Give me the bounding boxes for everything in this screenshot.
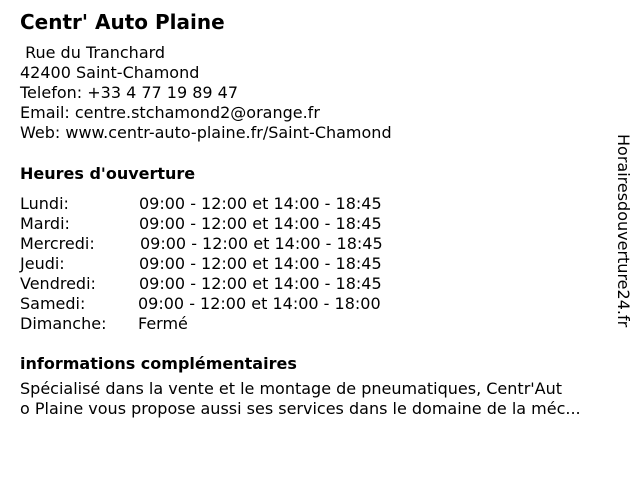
day-label: Dimanche: bbox=[20, 314, 107, 333]
day-label: Lundi: bbox=[20, 194, 69, 213]
web-line: Web: www.centr-auto-plaine.fr/Saint-Chamond bbox=[20, 123, 392, 142]
day-label: Vendredi: bbox=[20, 274, 96, 293]
info-text bbox=[20, 379, 632, 419]
time-value: 09:00 - 12:00 et 14:00 - 18:45 bbox=[140, 234, 383, 253]
address-block bbox=[20, 43, 392, 143]
site-watermark: Horairesdouverture24.fr bbox=[614, 134, 633, 328]
hours-heading: Heures d'ouverture bbox=[20, 164, 196, 183]
time-value: 09:00 - 12:00 et 14:00 - 18:00 bbox=[138, 294, 381, 313]
time-value: 09:00 - 12:00 et 14:00 - 18:45 bbox=[139, 274, 382, 293]
day-label: Mercredi: bbox=[20, 234, 95, 253]
info-line-1: Spécialisé dans la vente et le montage de pneumatiques, Centr'Aut bbox=[20, 379, 563, 398]
time-value: Fermé bbox=[138, 314, 188, 333]
phone-line: Telefon: +33 4 77 19 89 47 bbox=[20, 83, 239, 102]
time-value: 09:00 - 12:00 et 14:00 - 18:45 bbox=[139, 254, 382, 273]
day-label: Jeudi: bbox=[20, 254, 65, 273]
business-name: Centr' Auto Plaine bbox=[20, 10, 225, 34]
day-label: Mardi: bbox=[20, 214, 70, 233]
email-line: Email: centre.stchamond2@orange.fr bbox=[20, 103, 320, 122]
day-label: Samedi: bbox=[20, 294, 86, 313]
time-value: 09:00 - 12:00 et 14:00 - 18:45 bbox=[139, 214, 382, 233]
info-heading: informations complémentaires bbox=[20, 354, 297, 373]
info-line-2: o Plaine vous propose aussi ses services dans le domaine de la méc... bbox=[20, 399, 581, 418]
city-line: 42400 Saint-Chamond bbox=[20, 63, 200, 82]
time-value: 09:00 - 12:00 et 14:00 - 18:45 bbox=[139, 194, 382, 213]
street-line: Rue du Tranchard bbox=[20, 43, 166, 62]
